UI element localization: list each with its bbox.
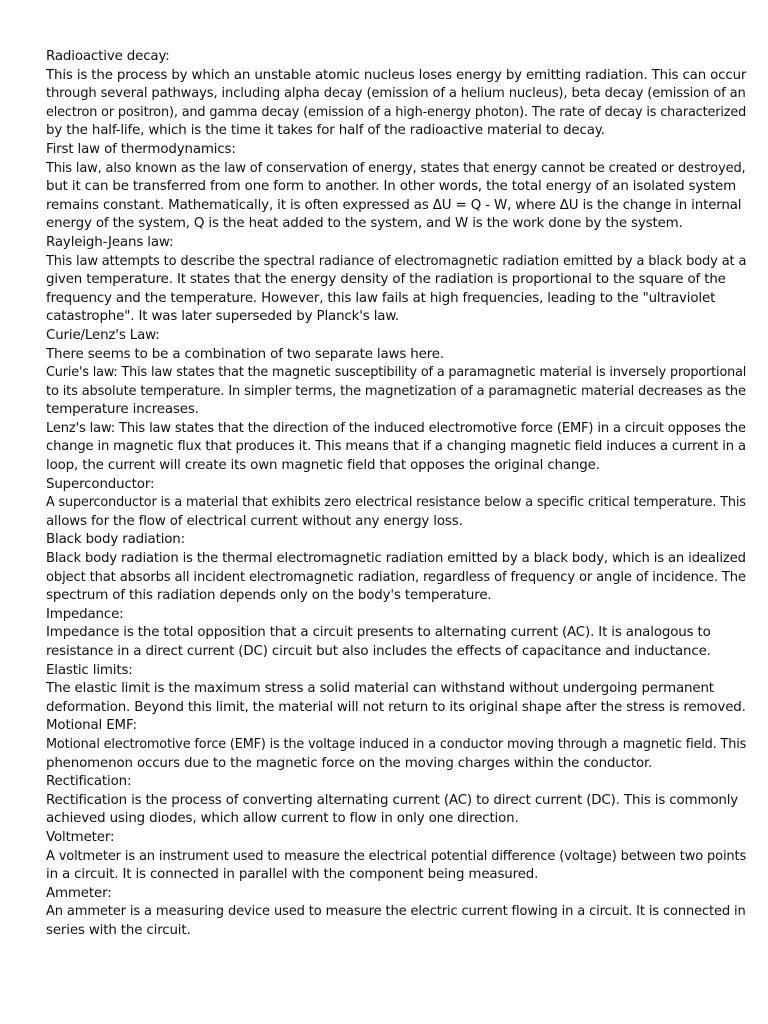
body-line: through several pathways, including alpha decay (emission of a helium nucleus), beta decay (emission of an [46, 86, 746, 102]
body-line: Motional electromotive force (EMF) is the voltage induced in a conductor moving through a magnetic field. This [46, 736, 747, 752]
body-line: phenomenon occurs due to the magnetic force on the moving charges within the conductor. [46, 755, 653, 771]
body-line: series with the circuit. [46, 922, 191, 938]
body-line: change in magnetic flux that produces it. This means that if a changing magnetic field induces a current in a [46, 439, 746, 455]
body-line: in a circuit. It is connected in parallel with the component being measured. [46, 867, 539, 883]
body-line: loop, the current will create its own magnetic field that opposes the original change. [46, 458, 600, 474]
section-heading: Impedance: [46, 606, 124, 622]
body-line: A voltmeter is an instrument used to measure the electrical potential difference (voltage) between two points [46, 848, 747, 864]
section-heading: Rectification: [46, 774, 132, 790]
body-line: allows for the flow of electrical current without any energy loss. [46, 513, 463, 529]
body-line: given temperature. It states that the energy density of the radiation is proportional to the square of the [46, 272, 726, 288]
body-line: deformation. Beyond this limit, the material will not return to its original shape after the stress is removed. [46, 699, 746, 715]
body-line: A superconductor is a material that exhibits zero electrical resistance below a specific critical temperature. This [46, 495, 746, 511]
body-line: by the half-life, which is the time it takes for half of the radioactive material to decay. [46, 123, 605, 139]
body-line: catastrophe". It was later superseded by Planck's law. [46, 309, 399, 325]
section-heading: Black body radiation: [46, 532, 186, 548]
body-line: The elastic limit is the maximum stress a solid material can withstand without undergoing permanent [46, 681, 714, 697]
body-line: Black body radiation is the thermal electromagnetic radiation emitted by a black body, which is an idealized [46, 551, 746, 567]
body-line: spectrum of this radiation depends only on the body's temperature. [46, 588, 492, 604]
section-heading: Rayleigh-Jeans law: [46, 234, 174, 250]
body-line: electron or positron), and gamma decay (emission of a high-energy photon). The rate of decay is characterized [46, 104, 747, 120]
body-line: Rectification is the process of converting alternating current (AC) to direct current (DC). This is commonly [46, 792, 739, 808]
body-line: This law attempts to describe the spectral radiance of electromagnetic radiation emitted by a black body at a [46, 253, 747, 269]
body-line: resistance in a direct current (DC) circuit but also includes the effects of capacitance and inductance. [46, 644, 711, 659]
body-line: There seems to be a combination of two separate laws here. [46, 346, 444, 362]
body-line: temperature increases. [46, 402, 199, 418]
section-heading: First law of thermodynamics: [46, 141, 236, 157]
body-line: achieved using diodes, which allow current to flow in only one direction. [46, 811, 519, 827]
section-heading: Elastic limits: [46, 662, 133, 678]
section-heading: Motional EMF: [46, 718, 137, 734]
body-line: Impedance is the total opposition that a circuit presents to alternating current (AC). It is analogous to [46, 625, 711, 641]
section-heading: Radioactive decay: [46, 49, 170, 64]
section-heading: Ammeter: [46, 885, 112, 901]
body-line: This law, also known as the law of conservation of energy, states that energy cannot be created or destroyed, [46, 160, 746, 176]
body-line: but it can be transferred from one form to another. In other words, the total energy of an isolated system [46, 179, 737, 195]
body-line: remains constant. Mathematically, it is often expressed as ΔU = Q - W, where ΔU is the change in internal [46, 197, 742, 213]
body-line: Curie's law: This law states that the magnetic susceptibility of a paramagnetic material is inversely proportional [46, 365, 747, 381]
body-line: object that absorbs all incident electromagnetic radiation, regardless of frequency or angle of incidence. The [46, 569, 746, 585]
section-heading: Curie/Lenz's Law: [46, 327, 160, 343]
body-line: An ammeter is a measuring device used to measure the electric current flowing in a circuit. It is connected in [46, 904, 746, 920]
body-line: This is the process by which an unstable atomic nucleus loses energy by emitting radiation. This can occur [46, 67, 747, 83]
body-line: Lenz's law: This law states that the direction of the induced electromotive force (EMF) in a circuit opposes the [46, 420, 746, 436]
body-line: frequency and the temperature. However, this law fails at high frequencies, leading to the "ultraviolet [46, 290, 716, 306]
body-line: to its absolute temperature. In simpler terms, the magnetization of a paramagnetic material decreases as the [46, 383, 746, 399]
section-heading: Superconductor: [46, 476, 155, 492]
body-line: energy of the system, Q is the heat added to the system, and W is the work done by the system. [46, 216, 683, 232]
section-heading: Voltmeter: [46, 829, 115, 845]
document-body [46, 48, 747, 941]
